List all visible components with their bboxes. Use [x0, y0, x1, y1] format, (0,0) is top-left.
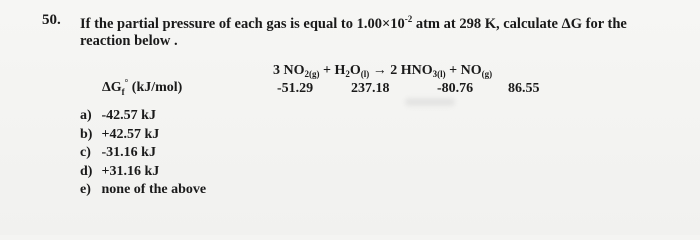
choice-a[interactable]: [80, 107, 206, 126]
product-2: NO: [460, 63, 482, 78]
delta-g-symbol: ΔG: [102, 80, 122, 95]
faint-watermark: [405, 98, 455, 106]
reactant-1: 3 NO: [273, 63, 305, 78]
question-text: [80, 16, 680, 50]
reaction-equation: [273, 63, 492, 79]
question-line-1-start: If the partial pressure of each gas is equal to 1.00×10: [80, 16, 405, 32]
value-hno3: -80.76: [437, 81, 474, 96]
choice-letter: e): [80, 182, 91, 197]
choice-b[interactable]: [80, 126, 206, 145]
delta-g-units: (kJ/mol): [128, 80, 183, 95]
value-no2: -51.29: [277, 81, 314, 96]
product-2-sub: (g): [481, 69, 493, 79]
choice-c[interactable]: [80, 144, 206, 163]
question-number: 50.: [42, 12, 61, 28]
question-line-1: [80, 16, 680, 33]
plus-sign-2: +: [445, 63, 461, 78]
choice-d[interactable]: [80, 163, 206, 182]
choice-e[interactable]: [80, 181, 206, 200]
reaction-arrow-icon: →: [369, 63, 391, 78]
reactant-2-b: O: [349, 63, 361, 78]
answer-choices: [80, 107, 206, 200]
choice-text: -42.57 kJ: [101, 108, 156, 123]
reactant-1-sub: 2(g): [304, 69, 320, 79]
reactant-2-state: (l): [360, 69, 370, 79]
value-no: 86.55: [508, 81, 540, 96]
exponent: -2: [404, 14, 413, 25]
delta-g-label: [102, 77, 183, 97]
choice-letter: c): [80, 145, 91, 160]
delta-g-sub: f: [121, 86, 125, 97]
reactant-2: H: [334, 63, 346, 78]
question-line-1-end: atm at 298 K, calculate ΔG for the: [412, 16, 627, 32]
choice-letter: a): [80, 108, 92, 123]
choice-letter: b): [80, 126, 93, 142]
choice-letter: d): [80, 163, 93, 179]
choice-text: none of the above: [101, 182, 207, 197]
product-1-sub: 3(l): [432, 69, 446, 79]
reactant-2-sub: 2: [345, 69, 350, 79]
question-line-2: reaction below .: [80, 33, 178, 49]
delta-g-sup: °: [124, 77, 129, 88]
choice-text: +42.57 kJ: [101, 126, 160, 142]
choice-text: -31.16 kJ: [101, 145, 156, 160]
choice-text: +31.16 kJ: [101, 163, 160, 179]
value-h2o: 237.18: [351, 81, 390, 96]
plus-sign: +: [319, 63, 335, 78]
product-1: 2 HNO: [390, 63, 433, 78]
